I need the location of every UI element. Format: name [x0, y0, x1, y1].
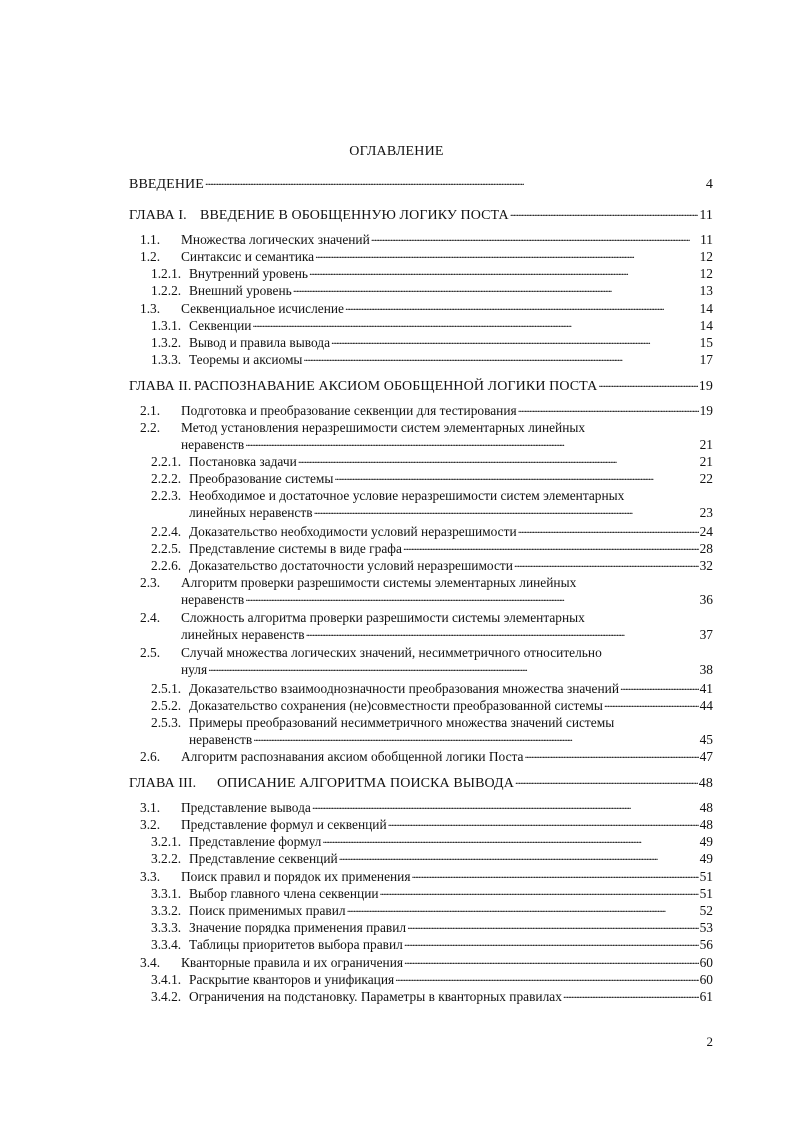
- toc-entry-page: 38: [699, 662, 713, 677]
- toc-entry[interactable]: [140, 232, 713, 248]
- toc-entry[interactable]: [151, 335, 713, 351]
- toc-entry-page: 48: [699, 800, 713, 815]
- toc-entry-title: Доказательство взаимооднозначности преобразования множества значений: [189, 681, 620, 696]
- toc-entry-title: Метод установления неразрешимости систем элементарных линейных: [181, 420, 586, 435]
- dot-leader: [518, 524, 699, 536]
- toc-entry-page: 11: [700, 232, 713, 247]
- toc-entry-title: Вывод и правила вывода: [189, 335, 331, 350]
- toc-entry-page: 51: [699, 869, 713, 884]
- dot-leader: [253, 732, 698, 744]
- toc-entry[interactable]: [151, 851, 713, 867]
- toc-entry-line: [140, 645, 602, 661]
- toc-entry[interactable]: [181, 627, 713, 643]
- toc-entry-number: 2.4.: [140, 610, 161, 625]
- toc-entry[interactable]: [181, 662, 713, 678]
- toc-entry-title: Случай множества логических значений, несимметричного относительно: [181, 645, 602, 660]
- dot-leader: [347, 903, 699, 915]
- toc-entry-page: 12: [699, 249, 713, 264]
- toc-entry-number: ГЛАВА I.: [129, 208, 187, 223]
- toc-entry-page: 11: [699, 208, 713, 223]
- toc-entry[interactable]: [129, 176, 713, 193]
- toc-entry[interactable]: [140, 249, 713, 265]
- toc-entry-title: Необходимое и достаточное условие неразрешимости систем элементарных: [189, 488, 625, 503]
- dot-leader: [298, 454, 699, 466]
- toc-entry-number: 3.4.: [140, 955, 161, 970]
- toc-entry[interactable]: [140, 817, 713, 833]
- toc-entry-title-continuation: нуля: [181, 662, 208, 677]
- toc-entry[interactable]: [151, 681, 713, 697]
- dot-leader: [371, 232, 699, 244]
- toc-entry-title: Раскрытие кванторов и унификация: [189, 972, 395, 987]
- toc-entry-title: ВВЕДЕНИЕ: [129, 177, 204, 192]
- dot-leader: [339, 851, 699, 863]
- toc-entry[interactable]: [151, 318, 713, 334]
- dot-leader: [331, 335, 699, 347]
- toc-entry-line: [151, 488, 624, 504]
- toc-entry-title: Представление формул и секвенций: [181, 817, 387, 832]
- dot-leader: [314, 505, 699, 517]
- toc-entry-page: 37: [699, 627, 713, 642]
- toc-entry-number: 1.3.3.: [151, 352, 182, 367]
- toc-entry-number: 1.2.2.: [151, 283, 182, 298]
- toc-entry-title: ОПИСАНИЕ АЛГОРИТМА ПОИСКА ВЫВОДА: [217, 776, 514, 791]
- dot-leader: [306, 627, 699, 639]
- dot-leader: [208, 662, 698, 674]
- toc-entry-number: 2.5.: [140, 645, 161, 660]
- toc-entry-page: 60: [699, 955, 713, 970]
- toc-entry-page: 47: [699, 749, 713, 764]
- toc-entry[interactable]: [129, 378, 713, 395]
- toc-entry-title: Ограничения на подстановку. Параметры в кванторных правилах: [189, 989, 562, 1004]
- toc-entry-number: 1.2.1.: [151, 266, 182, 281]
- toc-entry[interactable]: [189, 732, 713, 748]
- toc-entry-page: 48: [698, 776, 713, 791]
- toc-entry[interactable]: [151, 541, 713, 557]
- toc-entry-title: Синтаксис и семантика: [181, 249, 315, 264]
- toc-entry[interactable]: [151, 937, 713, 953]
- toc-entry-number: ГЛАВА III.: [129, 776, 197, 791]
- toc-entry-page: 21: [699, 437, 713, 452]
- dot-leader: [334, 471, 698, 483]
- toc-entry-page: 24: [699, 524, 713, 539]
- toc-entry[interactable]: [151, 920, 713, 936]
- dot-leader: [604, 698, 699, 710]
- toc-entry-number: 3.3.1.: [151, 886, 182, 901]
- toc-entry-number: 3.3.4.: [151, 937, 182, 952]
- toc-entry-number: 2.6.: [140, 749, 161, 764]
- toc-entry-page: 4: [705, 177, 713, 192]
- toc-entry-number: 2.2.6.: [151, 558, 182, 573]
- toc-entry-page: 53: [699, 920, 713, 935]
- toc-entry[interactable]: [140, 749, 713, 765]
- toc-entry-title: Доказательство сохранения (не)совместности преобразованной системы: [189, 698, 603, 713]
- toc-entry[interactable]: [140, 800, 713, 816]
- toc-entry-number: 1.3.1.: [151, 318, 182, 333]
- toc-entry-page: 49: [699, 834, 713, 849]
- toc-entry[interactable]: [140, 301, 713, 317]
- dot-leader: [205, 176, 705, 188]
- toc-entry-title: ВВЕДЕНИЕ В ОБОБЩЕННУЮ ЛОГИКУ ПОСТА: [200, 208, 509, 223]
- dot-leader: [245, 592, 698, 604]
- toc-title: ОГЛАВЛЕНИЕ: [349, 144, 444, 159]
- toc-entry-title: Представление формул: [189, 834, 322, 849]
- toc-entry-number: 3.4.1.: [151, 972, 182, 987]
- toc-entry-page: 36: [699, 592, 713, 607]
- dot-leader: [518, 403, 699, 415]
- toc-entry-page: 32: [699, 558, 713, 573]
- toc-entry-number: 2.2.: [140, 420, 161, 435]
- toc-entry-title: Внешний уровень: [189, 283, 292, 298]
- toc-entry-page: 28: [699, 541, 713, 556]
- toc-entry[interactable]: [140, 955, 713, 971]
- toc-entry-title: Доказательство необходимости условий неразрешимости: [189, 524, 517, 539]
- dot-leader: [293, 283, 699, 295]
- toc-entry-title: Алгоритм проверки разрешимости системы элементарных линейных: [181, 575, 577, 590]
- toc-entry-title: Внутренний уровень: [189, 266, 309, 281]
- dot-leader: [315, 249, 698, 261]
- toc-entry[interactable]: [151, 471, 713, 487]
- toc-entry-title-continuation: линейных неравенств: [189, 505, 313, 520]
- toc-entry[interactable]: [189, 505, 713, 521]
- toc-entry-page: 21: [699, 454, 713, 469]
- dot-leader: [407, 920, 699, 932]
- toc-entry-title-continuation: линейных неравенств: [181, 627, 305, 642]
- dot-leader: [252, 318, 698, 330]
- toc-entry[interactable]: [151, 558, 713, 574]
- toc-entry-title: Поиск правил и порядок их применения: [181, 869, 411, 884]
- toc-entry-page: 51: [699, 886, 713, 901]
- toc-entry-number: ГЛАВА II.: [129, 379, 192, 394]
- dot-leader: [598, 378, 697, 390]
- toc-entry-title: Примеры преобразований несимметричного множества значений системы: [189, 715, 615, 730]
- toc-entry-title: РАСПОЗНАВАНИЕ АКСИОМ ОБОБЩЕННОЙ ЛОГИКИ ПОСТА: [194, 379, 598, 394]
- toc-entry-number: 2.2.1.: [151, 454, 182, 469]
- toc-entry-page: 44: [699, 698, 713, 713]
- toc-entry-number: 1.3.: [140, 301, 161, 316]
- toc-entry[interactable]: [151, 972, 713, 988]
- dot-leader: [404, 955, 699, 967]
- toc-entry[interactable]: [151, 454, 713, 470]
- toc-entry-title: Выбор главного члена секвенции: [189, 886, 379, 901]
- dot-leader: [395, 972, 698, 984]
- toc-entry-title: Доказательство достаточности условий неразрешимости: [189, 558, 513, 573]
- toc-entry[interactable]: [151, 903, 713, 919]
- toc-entry-number: 3.3.: [140, 869, 161, 884]
- dot-leader: [312, 800, 699, 812]
- toc-entry-title: Значение порядка применения правил: [189, 920, 407, 935]
- toc-entry-number: 3.1.: [140, 800, 161, 815]
- toc-entry[interactable]: [151, 352, 713, 368]
- toc-entry-title: Секвенциальное исчисление: [181, 301, 344, 316]
- toc-entry-page: 23: [699, 505, 713, 520]
- dot-leader: [412, 869, 699, 881]
- dot-leader: [309, 266, 699, 278]
- toc-entry-page: 48: [699, 817, 713, 832]
- dot-leader: [322, 834, 698, 846]
- toc-entry-page: 22: [699, 471, 713, 486]
- toc-entry-number: 3.2.1.: [151, 834, 182, 849]
- toc-entry-title: Постановка задачи: [189, 454, 297, 469]
- toc-entry-page: 19: [699, 403, 713, 418]
- toc-entry[interactable]: [151, 283, 713, 299]
- toc-entry-number: 2.2.3.: [151, 488, 182, 503]
- dot-leader: [380, 886, 699, 898]
- toc-entry-number: 3.4.2.: [151, 989, 182, 1004]
- toc-entry-title: Множества логических значений: [181, 232, 370, 247]
- dot-leader: [404, 937, 699, 949]
- toc-entry-number: 3.3.3.: [151, 920, 182, 935]
- dot-leader: [403, 541, 699, 553]
- toc-entry-page: 45: [699, 732, 713, 747]
- toc-entry-title: Представление вывода: [181, 800, 311, 815]
- page-number: 2: [706, 1034, 713, 1049]
- toc-entry-number: 3.2.2.: [151, 851, 182, 866]
- toc-entry-line: [140, 575, 576, 591]
- toc-entry-page: 17: [699, 352, 713, 367]
- toc-entry[interactable]: [151, 834, 713, 850]
- toc-entry-number: 2.5.3.: [151, 715, 182, 730]
- toc-entry-line: [140, 610, 585, 626]
- toc-entry-title: Теоремы и аксиомы: [189, 352, 303, 367]
- toc-entry-number: 1.2.: [140, 249, 161, 264]
- toc-entry[interactable]: [129, 207, 713, 224]
- toc-entry-page: 12: [699, 266, 713, 281]
- toc-entry-title-continuation: неравенств: [189, 732, 253, 747]
- toc-entry[interactable]: [129, 775, 713, 792]
- toc-entry-number: 2.3.: [140, 575, 161, 590]
- dot-leader: [345, 301, 699, 313]
- dot-leader: [303, 352, 698, 364]
- toc-entry[interactable]: [181, 592, 713, 608]
- toc-entry-title: Таблицы приоритетов выбора правил: [189, 937, 403, 952]
- dot-leader: [245, 437, 698, 449]
- toc-entry-title: Сложность алгоритма проверки разрешимости системы элементарных: [181, 610, 585, 625]
- toc-entry-page: 14: [699, 301, 713, 316]
- toc-entry-number: 2.2.5.: [151, 541, 182, 556]
- dot-leader: [514, 558, 699, 570]
- toc-entry[interactable]: [140, 869, 713, 885]
- toc-entry-title: Представление секвенций: [189, 851, 338, 866]
- toc-entry-page: 13: [699, 283, 713, 298]
- dot-leader: [388, 817, 699, 829]
- dot-leader: [563, 989, 699, 1001]
- toc-entry[interactable]: [151, 698, 713, 714]
- toc-entry-title: Поиск применимых правил: [189, 903, 346, 918]
- toc-entry[interactable]: [181, 437, 713, 453]
- toc-entry[interactable]: [151, 524, 713, 540]
- toc-entry-title: Преобразование системы: [189, 471, 334, 486]
- toc-entry-number: 2.2.4.: [151, 524, 182, 539]
- toc-entry-page: 14: [699, 318, 713, 333]
- dot-leader: [515, 775, 698, 787]
- toc-entry-number: 2.2.2.: [151, 471, 182, 486]
- toc-entry-number: 1.1.: [140, 232, 161, 247]
- toc-entry[interactable]: [151, 989, 713, 1005]
- toc-entry-title: Кванторные правила и их ограничения: [181, 955, 404, 970]
- toc-entry-number: 3.3.2.: [151, 903, 182, 918]
- toc-entry-page: 19: [698, 379, 713, 394]
- toc-entry-page: 52: [699, 903, 713, 918]
- toc-entry-line: [151, 715, 614, 731]
- toc-entry-page: 56: [699, 937, 713, 952]
- toc-entry-page: 41: [699, 681, 713, 696]
- dot-leader: [524, 749, 698, 761]
- toc-entry-page: 61: [699, 989, 713, 1004]
- toc-entry-number: 2.1.: [140, 403, 161, 418]
- toc-entry[interactable]: [151, 266, 713, 282]
- toc-entry-number: 3.2.: [140, 817, 161, 832]
- toc-entry-title-continuation: неравенств: [181, 437, 245, 452]
- toc-entry-title: Подготовка и преобразование секвенции для тестирования: [181, 403, 517, 418]
- toc-entry[interactable]: [140, 403, 713, 419]
- toc-entry-title: Секвенции: [189, 318, 252, 333]
- toc-entry-page: 15: [699, 335, 713, 350]
- toc-entry-title: Алгоритм распознавания аксиом обобщенной логики Поста: [181, 749, 524, 764]
- dot-leader: [620, 681, 699, 693]
- toc-entry-number: 2.5.1.: [151, 681, 182, 696]
- toc-entry[interactable]: [151, 886, 713, 902]
- toc-entry-number: 2.5.2.: [151, 698, 182, 713]
- toc-entry-title: Представление системы в виде графа: [189, 541, 402, 556]
- toc-entry-title-continuation: неравенств: [181, 592, 245, 607]
- toc-entry-number: 1.3.2.: [151, 335, 182, 350]
- toc-entry-page: 60: [699, 972, 713, 987]
- dot-leader: [510, 207, 699, 219]
- toc-entry-line: [140, 420, 585, 436]
- toc-entry-page: 49: [699, 851, 713, 866]
